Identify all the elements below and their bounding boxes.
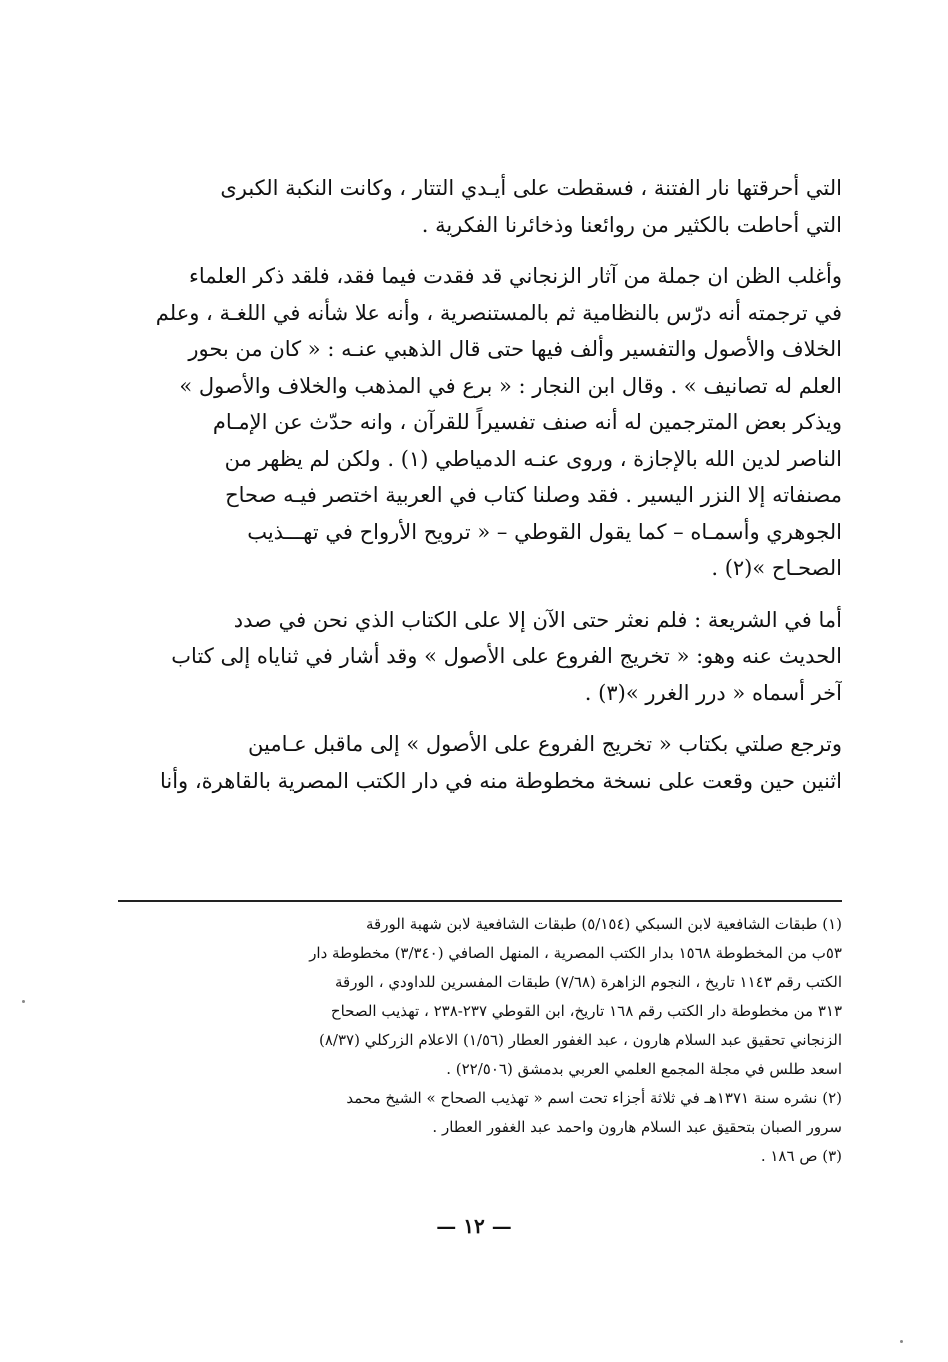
- text-line: اثنين حين وقعت على نسخة مخطوطة منه في دار الكتب المصرية بالقاهرة، وأنا: [159, 768, 842, 793]
- text-line: وترجع صلتي بكتاب « تخريج الفروع على الأصول » إلى ماقبل عـامين: [248, 732, 842, 756]
- footnote-line: ٥٣ب من المخطوطة ١٥٦٨ بدار الكتب المصرية ، المنهل الصافي (٣/٣٤٠) مخطوطة دار: [309, 944, 842, 962]
- scan-speck: [900, 1340, 903, 1343]
- paragraph-4: [120, 726, 842, 799]
- text-line: التي أحرقتها نار الفتنة ، فسقطت على أيـدي التتار ، وكانت النكبة الكبرى: [220, 176, 842, 200]
- footnote-line: (٣) ص ١٨٦ .: [760, 1147, 842, 1165]
- text-line: العلم له تصانيف » . وقال ابن النجار : « برع في المذهب والخلاف والأصول »: [179, 373, 842, 398]
- footnote-divider: [118, 900, 842, 902]
- text-line: الخلاف والأصول والتفسير وألف فيها حتى قال الذهبي عنـه : « كان من بحور: [188, 337, 842, 361]
- text-line: الجوهري وأسمـاه – كما يقول القوطي – « ترويح الأرواح في تهـــذيب: [247, 519, 842, 544]
- text-line: الحديث عنه وهو: « تخريج الفروع على الأصول » وقد أشار في ثناياه إلى كتاب: [171, 644, 842, 668]
- page-number: — ١٢ —: [436, 1214, 512, 1238]
- text-line: في ترجمته أنه درّس بالنظامية ثم بالمستنصرية ، وأنه علا شأنه في اللغـة ، وعلم: [155, 300, 842, 325]
- text-line: التي أحاطت بالكثير من روائعنا وذخائرنا الفكرية .: [421, 212, 842, 237]
- footnote-line: (٢) نشره سنة ١٣٧١هـ في ثلاثة أجزاء تحت اسم « تهذيب الصحاح » الشيخ محمد: [346, 1089, 842, 1107]
- footnote-line: سرور الصبان بتحقيق عبد السلام هارون واحمد عبد الغفور العطار .: [432, 1118, 842, 1136]
- scan-speck: [22, 1000, 25, 1003]
- paragraph-3: [120, 602, 842, 712]
- text-line: وأغلب الظن ان جملة من آثار الزنجاني قد فقدت فيما فقد، فلقد ذكر العلماء: [189, 264, 842, 288]
- paragraph-2: [120, 258, 842, 587]
- text-line: الصحـاح »(٢) .: [711, 556, 842, 580]
- footnote-3: [120, 1142, 842, 1171]
- text-line: آخر أسماه « درر الغرر »(٣) .: [584, 680, 842, 705]
- footnotes: [120, 910, 842, 1171]
- footnote-1: [120, 910, 842, 1084]
- footnote-2: [120, 1084, 842, 1142]
- footnote-line: (١) طبقات الشافعية لابن السبكي (٥/١٥٤) طبقات الشافعية لابن شهبة الورقة: [366, 915, 842, 933]
- footnote-line: اسعد طلس في مجلة المجمع العلمي العربي بدمشق (٢٢/٥٠٦) .: [446, 1060, 842, 1078]
- text-line: الناصر لدين الله بالإجازة ، وروى عنـه الدمياطي (١) . ولكن لم يظهر من: [224, 446, 842, 471]
- text-line: مصنفاته إلا النزر اليسير . فقد وصلنا كتاب في العربية اختصر فيـه صحاح: [225, 483, 842, 507]
- main-text: [120, 170, 842, 814]
- paragraph-1: [120, 170, 842, 243]
- footnote-line: الزنجاني تحقيق عبد السلام هارون ، عبد الغفور العطار (١/٥٦) الاعلام الزركلي (٨/٣٧): [318, 1031, 842, 1049]
- footnote-line: الكتب رقم ١١٤٣ تاريخ ، النجوم الزاهرة (٧/٦٨) طبقات المفسرين للداودي ، الورقة: [335, 973, 842, 991]
- footnote-line: ٣١٣ من مخطوطة دار الكتب رقم ١٦٨ تاريخ، ابن القوطي ٢٣٧-٢٣٨ ، تهذيب الصحاح: [330, 1002, 842, 1020]
- text-line: ويذكر بعض المترجمين له أنه صنف تفسيراً للقرآن ، وانه حدّث عن الإمـام: [212, 410, 842, 434]
- text-line: أما في الشريعة : فلم نعثر حتى الآن إلا على الكتاب الذي نحن في صدد: [233, 607, 842, 632]
